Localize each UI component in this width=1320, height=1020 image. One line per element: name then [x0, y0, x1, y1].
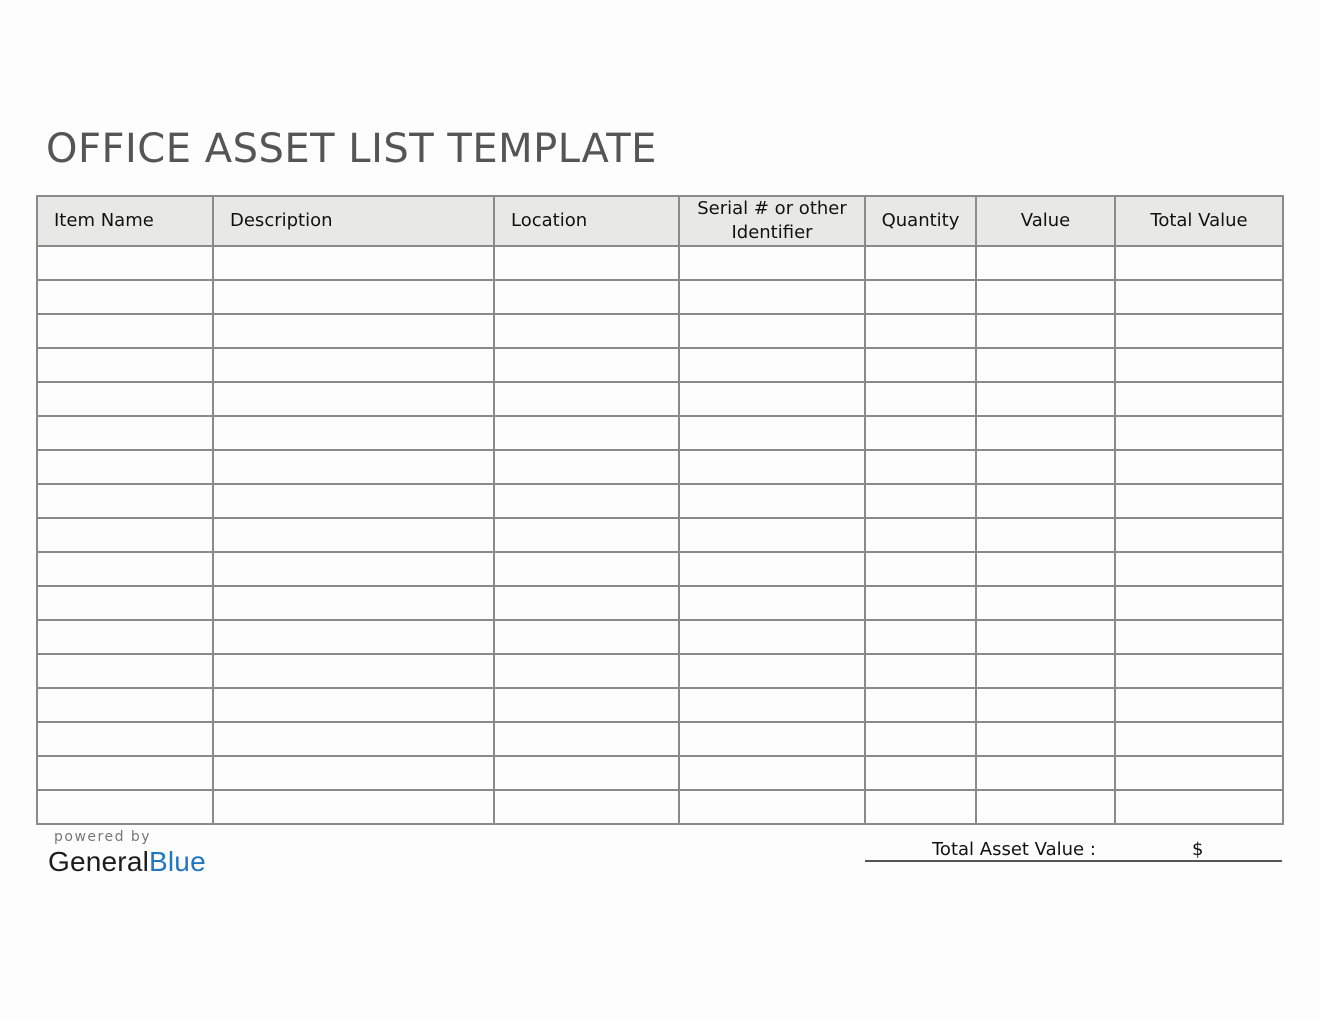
table-row [37, 790, 1283, 824]
table-cell[interactable] [213, 280, 494, 314]
table-row [37, 382, 1283, 416]
table-cell[interactable] [37, 756, 213, 790]
page-title: OFFICE ASSET LIST TEMPLATE [46, 126, 657, 172]
table-cell[interactable] [1115, 348, 1283, 382]
table-cell[interactable] [213, 484, 494, 518]
table-cell[interactable] [679, 246, 865, 280]
table-row [37, 518, 1283, 552]
table-cell[interactable] [213, 246, 494, 280]
table-cell[interactable] [679, 518, 865, 552]
table-row [37, 416, 1283, 450]
table-cell[interactable] [494, 416, 679, 450]
table-cell[interactable] [37, 484, 213, 518]
table-cell[interactable] [679, 416, 865, 450]
table-cell[interactable] [865, 620, 976, 654]
table-header-row [37, 196, 1283, 246]
table-cell[interactable] [494, 688, 679, 722]
table-cell[interactable] [865, 450, 976, 484]
table-row [37, 348, 1283, 382]
table-cell[interactable] [37, 518, 213, 552]
table-cell[interactable] [494, 518, 679, 552]
table-cell[interactable] [37, 348, 213, 382]
table-cell[interactable] [679, 756, 865, 790]
table-cell[interactable] [494, 450, 679, 484]
table-cell[interactable] [494, 654, 679, 688]
table-cell[interactable] [1115, 722, 1283, 756]
table-cell[interactable] [976, 518, 1115, 552]
table-cell[interactable] [213, 620, 494, 654]
table-cell[interactable] [865, 586, 976, 620]
table-cell[interactable] [37, 790, 213, 824]
table-cell[interactable] [679, 586, 865, 620]
table-cell[interactable] [679, 688, 865, 722]
table-cell[interactable] [1115, 756, 1283, 790]
table-cell[interactable] [865, 484, 976, 518]
table-row [37, 722, 1283, 756]
table-cell[interactable] [976, 722, 1115, 756]
table-cell[interactable] [865, 552, 976, 586]
table-cell[interactable] [679, 620, 865, 654]
table-row [37, 586, 1283, 620]
table-cell[interactable] [865, 280, 976, 314]
table-cell[interactable] [37, 280, 213, 314]
table-cell[interactable] [494, 348, 679, 382]
table-cell[interactable] [37, 416, 213, 450]
table-cell[interactable] [213, 722, 494, 756]
table-row [37, 620, 1283, 654]
table-row [37, 654, 1283, 688]
table-cell[interactable] [679, 450, 865, 484]
table-cell[interactable] [865, 654, 976, 688]
column-header-total-value: Total Value [1115, 196, 1283, 246]
table-cell[interactable] [1115, 552, 1283, 586]
table-cell[interactable] [865, 790, 976, 824]
column-header-description: Description [213, 196, 494, 246]
column-header-value: Value [976, 196, 1115, 246]
column-header-item-name: Item Name [37, 196, 213, 246]
table-cell[interactable] [679, 382, 865, 416]
table-cell[interactable] [976, 450, 1115, 484]
table-cell[interactable] [679, 722, 865, 756]
table-cell[interactable] [1115, 586, 1283, 620]
table-row [37, 552, 1283, 586]
table-cell[interactable] [213, 518, 494, 552]
table-cell[interactable] [865, 246, 976, 280]
table-cell[interactable] [494, 382, 679, 416]
total-asset-value-line [865, 838, 1282, 862]
table-cell[interactable] [1115, 688, 1283, 722]
table-cell[interactable] [976, 790, 1115, 824]
table-cell[interactable] [494, 722, 679, 756]
table-row [37, 484, 1283, 518]
column-header-location: Location [494, 196, 679, 246]
table-cell[interactable] [213, 552, 494, 586]
table-cell[interactable] [976, 246, 1115, 280]
table-cell[interactable] [37, 620, 213, 654]
table-cell[interactable] [976, 484, 1115, 518]
logo-text-general: General [48, 846, 150, 877]
table-cell[interactable] [494, 484, 679, 518]
table-cell[interactable] [976, 348, 1115, 382]
table-cell[interactable] [1115, 518, 1283, 552]
table-row [37, 314, 1283, 348]
table-row [37, 756, 1283, 790]
table-row [37, 246, 1283, 280]
table-cell[interactable] [213, 416, 494, 450]
total-asset-value-label: Total Asset Value : [932, 839, 1096, 860]
table-cell[interactable] [1115, 620, 1283, 654]
table-cell[interactable] [37, 450, 213, 484]
table-cell[interactable] [213, 382, 494, 416]
table-cell[interactable] [494, 552, 679, 586]
table-cell[interactable] [213, 586, 494, 620]
table-cell[interactable] [865, 756, 976, 790]
table-cell[interactable] [1115, 280, 1283, 314]
table-cell[interactable] [679, 552, 865, 586]
table-cell[interactable] [213, 654, 494, 688]
table-cell[interactable] [494, 586, 679, 620]
table-row [37, 450, 1283, 484]
table-cell[interactable] [213, 314, 494, 348]
table-cell[interactable] [494, 246, 679, 280]
table-cell[interactable] [679, 280, 865, 314]
table-cell[interactable] [976, 688, 1115, 722]
table-cell[interactable] [213, 450, 494, 484]
table-cell[interactable] [494, 790, 679, 824]
table-cell[interactable] [494, 314, 679, 348]
table-cell[interactable] [1115, 654, 1283, 688]
table-cell[interactable] [976, 416, 1115, 450]
table-cell[interactable] [976, 620, 1115, 654]
table-cell[interactable] [976, 314, 1115, 348]
table-cell[interactable] [37, 586, 213, 620]
table-cell[interactable] [213, 348, 494, 382]
powered-by-label: powered by [54, 829, 152, 845]
table-cell[interactable] [976, 654, 1115, 688]
table-cell[interactable] [1115, 246, 1283, 280]
column-header-serial-identifier: Serial # or other Identifier [679, 196, 865, 246]
table-cell[interactable] [865, 314, 976, 348]
table-cell[interactable] [1115, 450, 1283, 484]
table-cell[interactable] [976, 552, 1115, 586]
total-asset-value-currency: $ [1192, 839, 1204, 860]
table-cell[interactable] [976, 280, 1115, 314]
table-cell[interactable] [37, 382, 213, 416]
table-cell[interactable] [494, 280, 679, 314]
table-cell[interactable] [37, 722, 213, 756]
table-cell[interactable] [37, 688, 213, 722]
table-cell[interactable] [1115, 314, 1283, 348]
table-cell[interactable] [37, 314, 213, 348]
table-cell[interactable] [494, 620, 679, 654]
table-cell[interactable] [865, 722, 976, 756]
table-body [37, 246, 1283, 824]
table-cell[interactable] [865, 688, 976, 722]
table-cell[interactable] [679, 654, 865, 688]
table-cell[interactable] [865, 382, 976, 416]
logo-text-blue: Blue [149, 846, 206, 877]
table-cell[interactable] [976, 756, 1115, 790]
table-cell[interactable] [37, 552, 213, 586]
table-cell[interactable] [679, 790, 865, 824]
table-row [37, 688, 1283, 722]
column-header-quantity: Quantity [865, 196, 976, 246]
table-cell[interactable] [976, 382, 1115, 416]
table-cell[interactable] [865, 348, 976, 382]
table-cell[interactable] [865, 518, 976, 552]
table-cell[interactable] [865, 416, 976, 450]
table-cell[interactable] [1115, 484, 1283, 518]
table-row [37, 280, 1283, 314]
table-cell[interactable] [679, 314, 865, 348]
table-cell[interactable] [213, 790, 494, 824]
table-cell[interactable] [679, 348, 865, 382]
table-cell[interactable] [37, 654, 213, 688]
table-cell[interactable] [679, 484, 865, 518]
asset-table [36, 195, 1284, 825]
table-cell[interactable] [494, 756, 679, 790]
table-cell[interactable] [37, 246, 213, 280]
table-cell[interactable] [213, 756, 494, 790]
generalblue-logo [48, 846, 206, 878]
table-cell[interactable] [1115, 790, 1283, 824]
table-cell[interactable] [1115, 382, 1283, 416]
table-cell[interactable] [1115, 416, 1283, 450]
table-cell[interactable] [213, 688, 494, 722]
table-cell[interactable] [976, 586, 1115, 620]
